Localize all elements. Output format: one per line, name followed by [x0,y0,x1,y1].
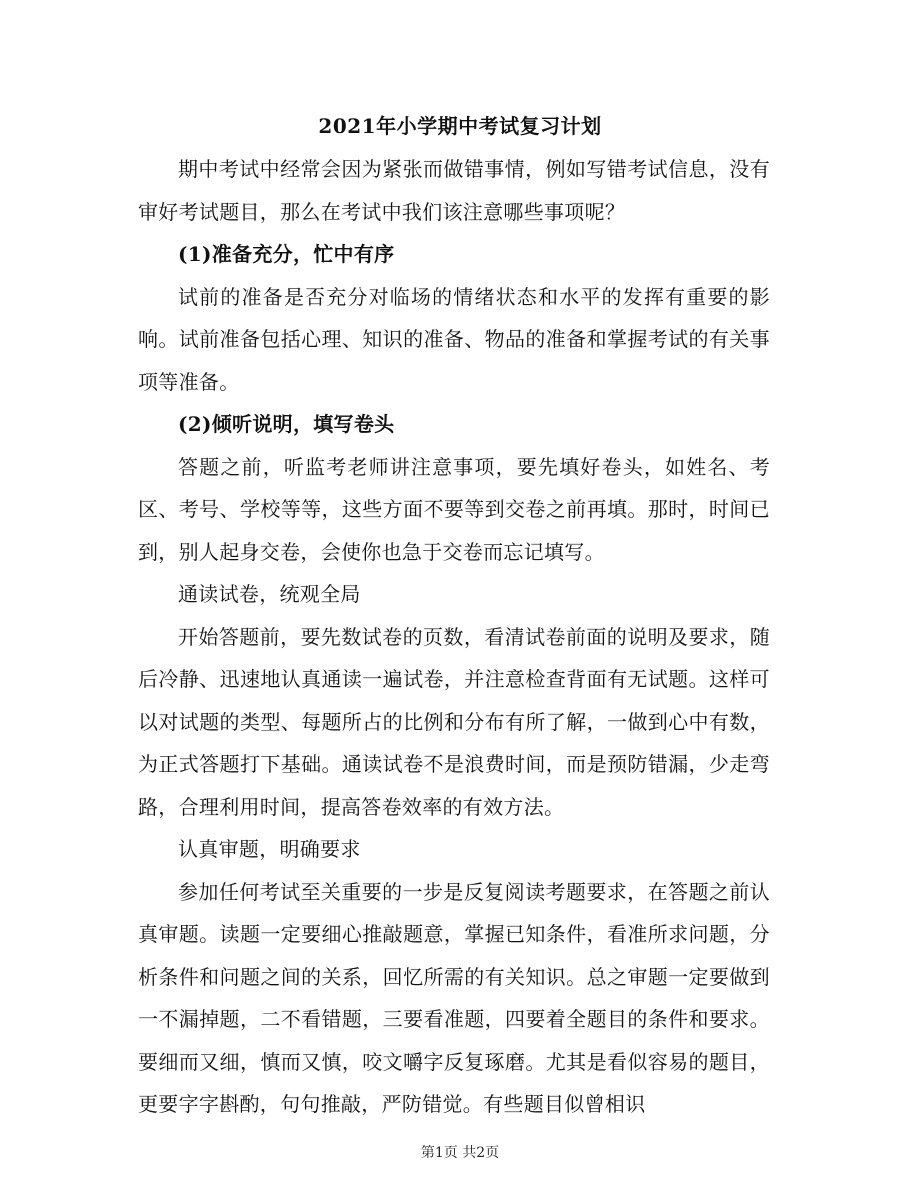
intro-paragraph: 期中考试中经常会因为紧张而做错事情，例如写错考试信息，没有审好考试题目，那么在考试中我们该注意哪些事项呢？ [138,157,770,224]
page-footer: 第1页 共2页 [420,1145,500,1161]
section-heading-read-through: 通读试卷，统观全局 [178,582,361,606]
document-title: 2021年小学期中考试复习计划 [318,114,602,138]
paragraph-review: 参加任何考试至关重要的一步是反复阅读考题要求，在答题之前认真审题。读题一定要细心推敲题意，掌握已知条件，看准所求问题，分析条件和问题之间的关系，回忆所需的有关知识。总之审题一定要做到一不漏掉题，二不看错题，三要看准题，四要着全题目的条件和要求。要细而又细，慎而又慎，咬文嚼字反复琢磨。尤其是看似容易的题目，更要字字斟酌，句句推敲，严防错觉。有些题目似曾相识 [138,879,770,1116]
paragraph-prepare: 试前的准备是否充分对临场的情绪状态和水平的发挥有重要的影响。试前准备包括心理、知识的准备、物品的准备和掌握考试的有关事项等准备。 [138,284,770,394]
document-body [138,148,770,1126]
paragraph-read-through: 开始答题前，要先数试卷的页数，看清试卷前面的说明及要求，随后冷静、迅速地认真通读一遍试卷，并注意检查背面有无试题。这样可以对试题的类型、每题所占的比例和分布有所了解，一做到心中有数，为正式答题打下基础。通读试卷不是浪费时间，而是预防错漏，少走弯路，合理利用时间，提高答卷效率的有效方法。 [138,624,770,819]
paragraph-listen: 答题之前，听监考老师讲注意事项，要先填好卷头，如姓名、考区、考号、学校等等，这些方面不要等到交卷之前再填。那时，时间已到，别人起身交卷，会使你也急于交卷而忘记填写。 [138,454,770,564]
section-heading-review: 认真审题，明确要求 [178,837,361,861]
section-heading-prepare: (1)准备充分，忙中有序 [178,242,395,266]
section-heading-listen: (2)倾听说明，填写卷头 [178,412,395,436]
